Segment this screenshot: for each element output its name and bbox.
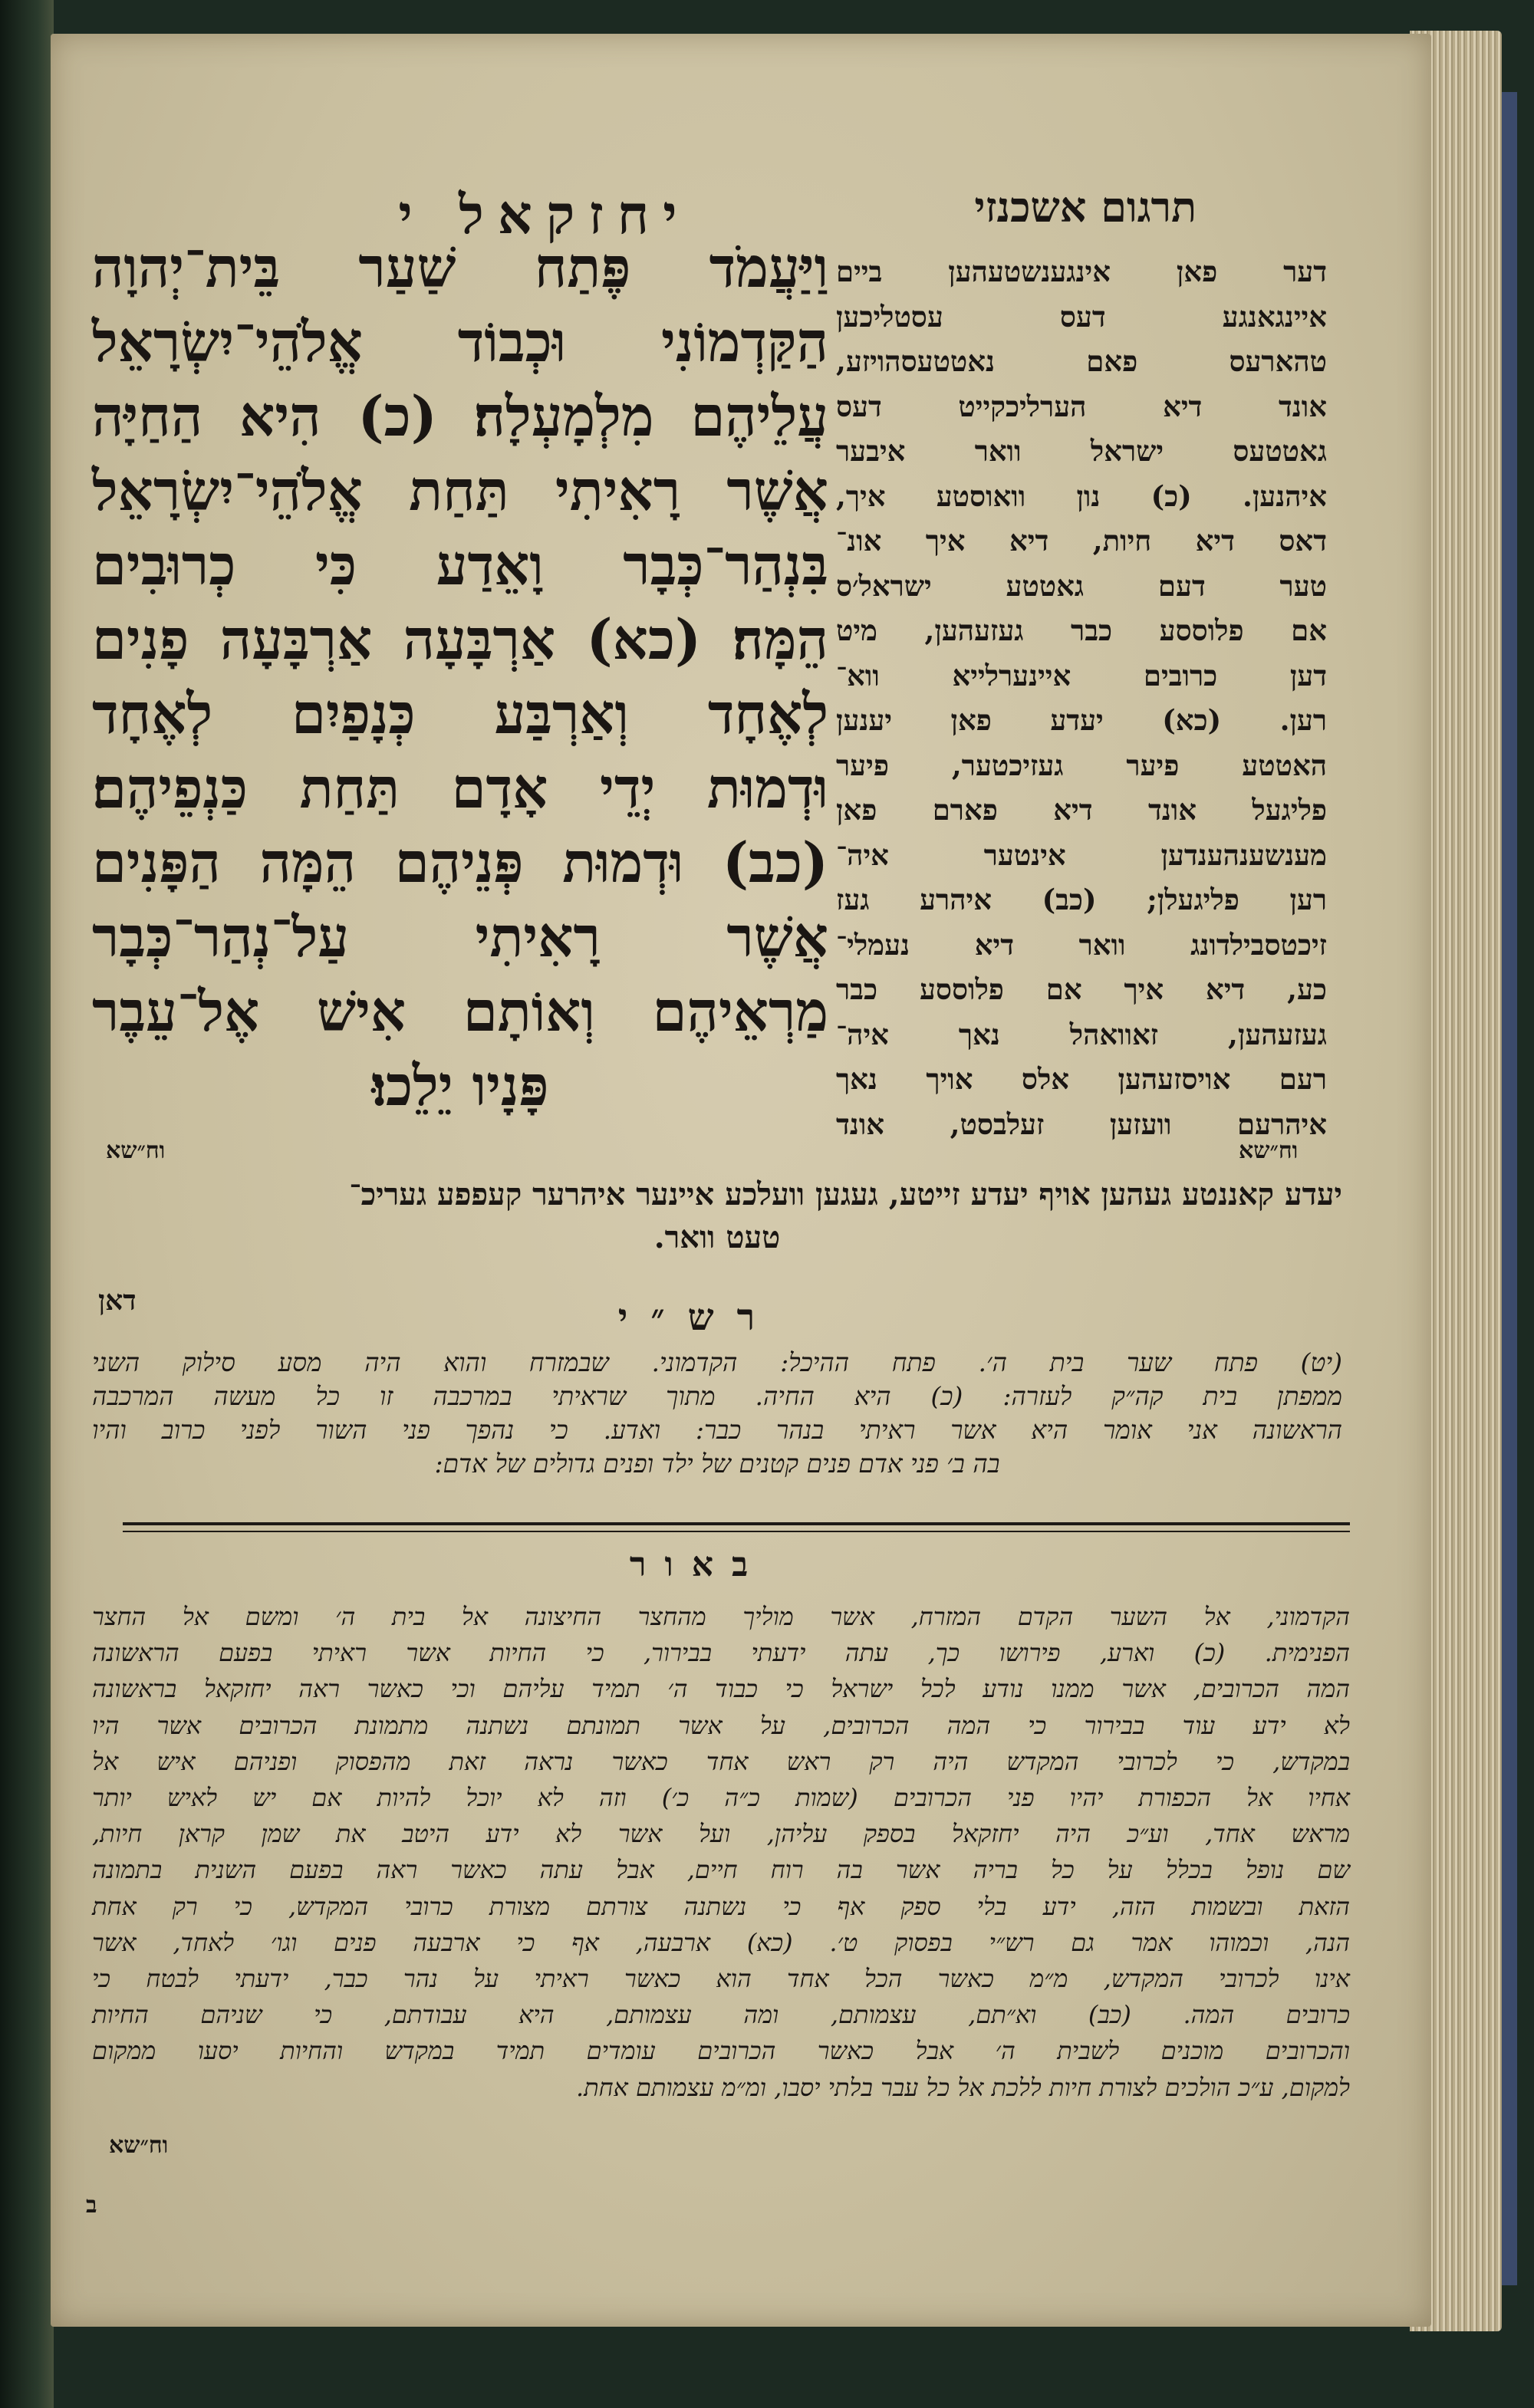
main-text-line: וַיַּעֲמֹד פֶּתַח שַׁעַר בֵּית־יְהוָה — [92, 235, 828, 300]
translation-line: טער דעם גאטטע ישראל׳ס — [836, 568, 1327, 603]
continuation-line: טעט וואר. — [653, 1219, 781, 1255]
footer-catchword: וח״שא — [109, 2132, 169, 2159]
translation-line: גאטטעס ישראל וואר איבער — [836, 434, 1327, 468]
translation-line: געזעהען, זאוואהל נאך איה־ — [836, 1017, 1327, 1051]
translation-line: דער פאן אינגענשטעהען ביים — [836, 255, 1327, 288]
main-text-line: הַקַּדְמוֹנִי וּכְבוֹד אֱלֹהֵי־יִשְׂרָאֵל — [92, 309, 828, 374]
translation-line: טהארעס פאם נאטטעסהויזע, — [836, 344, 1327, 378]
translation-line: איהנען. (כ) נון וואוסטע איך, — [836, 479, 1327, 513]
main-text-line: בִּנְהַר־כְּבָר וָאֵדַע כִּי כְרוּבִים — [92, 532, 828, 597]
rashi-commentary — [92, 1346, 1342, 1481]
main-text-line: פָּנָיו יֵלֵכוּ׃ — [371, 1053, 549, 1118]
left-page-edge — [0, 0, 54, 2408]
biur-line: הנה, וכמוהו אמר גם רש״י בפסוק ט׳. (כא) ארבעה, אף כי ארבעה פנים וגו׳ לאחד, אשר — [92, 1927, 1351, 1957]
translation-line: רעם אויסזעהען אלס אויך נאך — [836, 1062, 1327, 1096]
catchword-left: וח״שא — [106, 1137, 166, 1164]
biur-line: המה הכרובים, אשר ממנו נודע לכל ישראל כי כבוד ה׳ תמיד עליהם וכי כאשר ראה יחזקאל בראשונה — [92, 1674, 1350, 1704]
translation-line: אונד דיא הערליכקייט דעס — [836, 389, 1327, 423]
biur-line: לא ידע עוד בבירור כי המה הכרובים, על אשר תמונתם נשתנה מתמונת הכרובים אשר היו — [92, 1710, 1350, 1740]
biur-line: הפנימית. (כ) וארע, פירושו כך, עתה ידעתי בבירור, כי החיות אשר ראיתי בפעם הראשונה — [92, 1638, 1351, 1668]
main-text-line: מַרְאֵיהֶם וְאוֹתָם אִישׁ אֶל־עֵבֶר — [92, 979, 828, 1044]
catchword-right: וח״שא — [1239, 1137, 1299, 1164]
translation-line: רען פליגעלן; (כב) איהרע געז — [836, 883, 1327, 916]
book-cover-edge — [1502, 92, 1517, 2285]
book-title: יחזקאל י — [398, 183, 691, 246]
translation-line: האטטע פיער געזיכטער, פיער — [836, 748, 1327, 782]
translation-line: דען כרובים איינערלייא ווא־ — [836, 658, 1327, 692]
translation-line: אם פלוססע כבר געזעהען, מיט — [836, 614, 1327, 647]
section-divider-thin — [123, 1531, 1350, 1532]
biur-commentary — [92, 1599, 1350, 2106]
biur-line: מראש אחד, וע״כ היה יחזקאל בספק עליהן, ועל אשר לא ידע היטב את שמן קראן חיות, — [92, 1819, 1350, 1849]
rashi-line: (יט) פתח שער בית ה׳. פתח ההיכל: הקדמוני. שבמזרח והוא היה מסע סילוק השני — [92, 1347, 1342, 1377]
rashi-line: בה ב׳ פני אדם פנים קטנים של ילד ופנים גדולים של אדם: — [434, 1449, 1000, 1479]
translation-line: זיכטסבילדונג וואר דיא נעמלי־ — [836, 927, 1327, 962]
biur-line: למקום, ע״כ הולכים לצורת חיות ללכת אל כל עבר בלתי יסבו, ומ״מ עצמותם אחת. — [575, 2072, 1350, 2102]
rashi-side-word: דאן — [98, 1285, 137, 1317]
biur-line: שם נופל בכלל על כל בריה אשר בה רוח חיים, אבל עתה כאשר ראה בפעם השנית בתמונה — [92, 1855, 1350, 1885]
translation-line: כע, דיא איך אם פלוססע כבר — [836, 972, 1327, 1006]
biur-title: באור — [629, 1545, 767, 1584]
biur-line: אינו לכרובי המקדש, מ״מ כאשר הכל אחד הוא כאשר ראיתי על נהר כבר, ידעתי לבטח כי — [92, 1964, 1350, 1994]
translation-column — [836, 249, 1327, 1146]
biur-line: אחיו אל הכפורת יהיו פני הכרובים (שמות כ״ה כ׳) וזה לא יוכל להיות אם יש לאיש יותר — [92, 1783, 1350, 1813]
rashi-title: רש״י — [617, 1296, 779, 1339]
translation-line: דאס דיא חיות, דיא איך אונ־ — [836, 524, 1327, 558]
continuation-line: יעדע קאננטע געהען אויף יעדע זייטע, געגען וועלכע איינער איהרער קעפפע געריכ־ — [349, 1176, 1342, 1212]
translation-line: רען. (כא) יעדע פאן יענען — [836, 703, 1327, 737]
main-text-line: עֲלֵיהֶם מִלְמָעְלָה׃ (כ) הִיא הַחַיָּה — [92, 383, 828, 449]
translation-line: איינגאנגע דעס עסטליכען — [836, 299, 1327, 334]
biur-line: במקדש, כי לכרובי המקדש היה רק ראש אחד כאשר נראה זאת מהפסוק ופניהם איש אל — [92, 1746, 1350, 1776]
translation-line: מענשענהענדען אינטער איה־ — [836, 837, 1327, 872]
biur-line: והכרובים מוכנים לשבית ה׳ אבל כאשר הכרובים עומדים תמיד במקדש והחיות יסעו ממקום — [92, 2036, 1350, 2066]
main-text-line: אֲשֶׁר רָאִיתִי תַּחַת אֱלֹהֵי־יִשְׂרָאֵל — [92, 458, 828, 523]
page-signature-mark: ב — [86, 2192, 97, 2219]
main-text-line: הֵמָּה׃ (כא) אַרְבָּעָה אַרְבָּעָה פָנִים — [92, 607, 828, 672]
biur-line: הזאת ובשמות הזה, ידע בלי ספק אף כי נשתנה צורתם מצורת כרובי המקדש, כי רק אחת — [92, 1891, 1351, 1921]
biur-line: כרובים המה. (כב) וא״תם, עצמותם, ומה עצמותם, היא עבודתם, כי שניהם החיות — [92, 2000, 1350, 2030]
translation-line: איהרעם וועזען זעלבסט, אונד — [836, 1107, 1327, 1141]
main-text-line: וּדְמוּת יְדֵי אָדָם תַּחַת כַּנְפֵיהֶם׃ — [92, 755, 828, 821]
main-text-line: (כב) וּדְמוּת פְּנֵיהֶם הֵמָּה הַפָּנִים — [92, 830, 828, 895]
section-divider — [123, 1522, 1350, 1525]
biur-line: הקדמוני, אל השער הקדם המזרח, אשר מוליך מהחצר החיצונה אל בית ה׳ ומשם אל החצר — [92, 1602, 1350, 1631]
translation-continuation — [92, 1173, 1342, 1259]
rashi-line: ממפתן בית קה״ק לעזרה: (כ) היא החיה. מתוך שראיתי במרכבה זו כל מעשה המרכבה — [92, 1381, 1342, 1411]
main-hebrew-text — [92, 230, 828, 1123]
main-text-line: לְאֶחָד וְאַרְבַּע כְּנָפַיִם לְאֶחָד — [92, 681, 828, 746]
rashi-line: הראשונה אני אומר היא אשר ראיתי בנהר כבר: ואדע. כי נהפך פני השור לפני כרוב והיו — [92, 1415, 1342, 1445]
main-text-line: אֲשֶׁר רָאִיתִי עַל־נְהַר־כְּבָר — [92, 904, 828, 969]
translation-line: פליגעל אונד דיא פארם פאן — [836, 793, 1327, 827]
translation-title: תרגום אשכנזי — [974, 183, 1197, 232]
